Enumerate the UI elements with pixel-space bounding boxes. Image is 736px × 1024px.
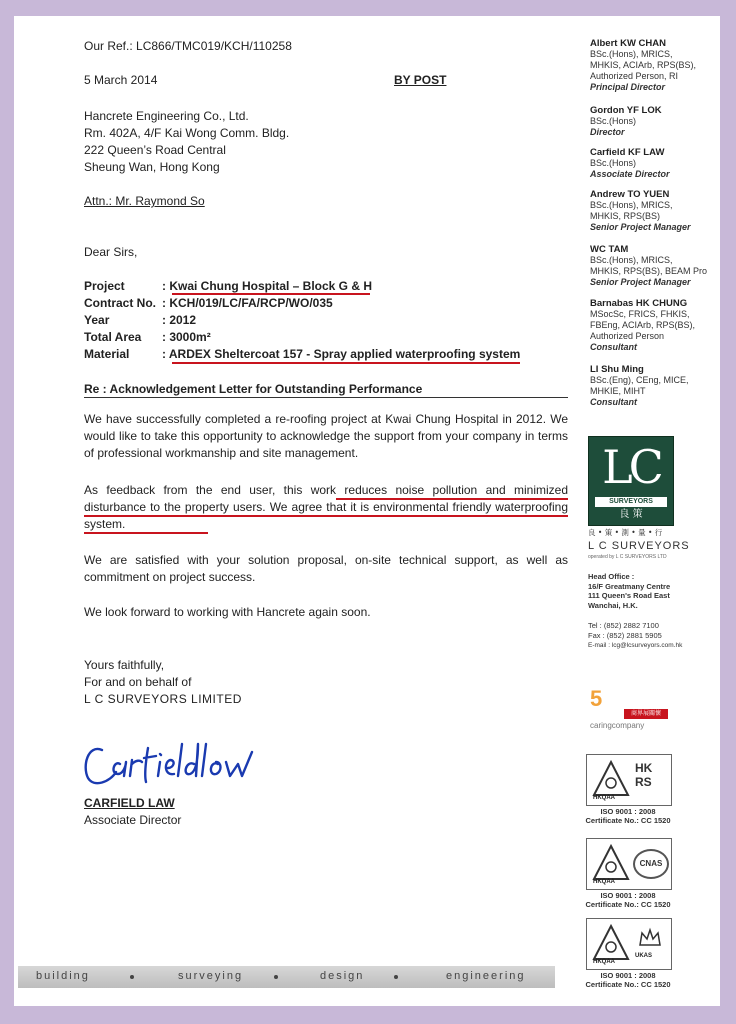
cert-badge-label: HKQAA [593,795,615,801]
closing-company: L C SURVEYORS LIMITED [84,692,242,706]
recipient-address-3: Sheung Wan, Hong Kong [84,160,220,174]
footer-item: surveying [178,970,244,982]
logo-band: SURVEYORS [595,497,667,507]
caring-big-number: 5 [590,686,603,711]
closing-line: Yours faithfully, [84,658,165,672]
highlight-underline [84,515,568,517]
logo-name: L C SURVEYORS [588,540,690,552]
iso-certificate-badge [586,918,672,970]
staff-albert-chan: Albert KW CHAN BSc.(Hons), MRICS, MHKIS, ACIArb, RPS(BS), Authorized Person, RI Principal Director [590,38,697,92]
detail-value-material: : ARDEX Sheltercoat 157 - Spray applied waterproofing system [162,347,521,361]
logo-sub: operated by L C SURVEYORS LTD [588,554,667,560]
reference-number: Our Ref.: LC866/TMC019/KCH/110258 [84,39,292,53]
body-paragraph-2: As feedback from the end user, this work reduces noise pollution and minimized disturbance to the property users. We agree that it is environmental friendly waterproofing system. [84,483,568,531]
cert-badge-label: HKQAA [593,959,615,965]
body-paragraph-4: We look forward to working with Hancrete again soon. [84,605,371,619]
caring-label: 商界展關懷 [624,709,668,719]
letter-page [14,16,720,1006]
caring-company-logo [588,686,672,735]
cnas-mark: CNAS [633,849,669,879]
ukas-mark: UKAS [635,953,653,959]
footer-item: engineering [446,970,526,982]
attention-line: Attn.: Mr. Raymond So [84,194,205,208]
staff-carfield-law: Carfield KF LAW BSc.(Hons) Associate Director [590,147,670,179]
highlight-underline [336,498,568,500]
staff-wc-tam: WC TAM BSc.(Hons), MRICS, MHKIS, RPS(BS), BEAM Pro Senior Project Manager [590,244,708,287]
staff-barnabas-chung: Barnabas HK CHUNG MSocSc, FRICS, FHKIS, FBEng, ACIArb, RPS(BS), Authorized Person Consultant [590,298,696,352]
highlight-underline [172,362,520,364]
detail-value-area: : 3000m² [162,330,211,344]
salutation: Dear Sirs, [84,245,138,259]
cert-text: ISO 9001 : 2008 Certificate No.: CC 1520 [585,971,671,989]
logo-chinese: 良 策 [619,509,643,520]
detail-value-project: : Kwai Chung Hospital – Block G & H [162,279,373,293]
staff-andrew-yuen: Andrew TO YUEN BSc.(Hons), MRICS, MHKIS, RPS(BS) Senior Project Manager [590,189,691,232]
logo-chinese-full: 良 • 策 • 測 • 量 • 行 [588,528,663,537]
hkqaa-icon [591,923,631,963]
detail-label-contract: Contract No. [84,296,156,310]
detail-value-year: : 2012 [162,313,197,327]
company-logo [588,436,674,526]
footer-item: design [320,970,365,982]
highlight-underline [84,532,208,534]
recipient-address-2: 222 Queen’s Road Central [84,143,226,157]
detail-label-year: Year [84,313,110,327]
cert-badge-label: HKQAA [593,879,615,885]
cert-text: ISO 9001 : 2008 Certificate No.: CC 1520 [585,891,671,909]
footer-separator [394,975,398,979]
detail-label-area: Total Area [84,330,142,344]
signer-title: Associate Director [84,813,182,827]
body-paragraph-1: We have successfully completed a re-roofing project at Kwai Chung Hospital in 2012. We would like to take this opportunity to acknowledge the support from your company in terms of professional workmanship and site management. [84,412,568,460]
subject-rule [84,397,568,398]
detail-value-contract: : KCH/019/LC/FA/RCP/WO/035 [162,296,333,310]
footer-separator [274,975,278,979]
footer-item: building [36,970,90,982]
body-paragraph-3: We are satisfied with your solution proposal, on-site technical support, as well as commitment on project success. [84,553,568,584]
detail-label-material: Material [84,347,130,361]
signer-name: CARFIELD LAW [84,796,175,810]
contact-details: Tel : (852) 2882 7100 Fax : (852) 2881 5905 E-mail : lcg@lcsurveyors.com.hk [588,621,683,649]
hkrs-mark: HK RS [635,761,653,789]
detail-label-project: Project [84,279,125,293]
staff-gordon-lok: Gordon YF LOK BSc.(Hons) Director [590,105,662,137]
staff-li-shu-ming: LI Shu Ming BSc.(Eng), CEng, MICE, MHKIE, MIHT Consultant [590,364,689,407]
hkqaa-icon [591,843,631,883]
footer-separator [130,975,134,979]
subject-line: Re : Acknowledgement Letter for Outstanding Performance [84,382,423,396]
recipient-company: Hancrete Engineering Co., Ltd. [84,109,249,123]
iso-certificate-badge [586,838,672,890]
recipient-address-1: Rm. 402A, 4/F Kai Wong Comm. Bldg. [84,126,290,140]
hkqaa-icon [591,759,631,799]
caring-word: caringcompany [590,721,645,730]
closing-line: For and on behalf of [84,675,192,689]
delivery-method: BY POST [394,73,447,87]
letter-date: 5 March 2014 [84,73,158,87]
head-office-address: Head Office : 16/F Greatmany Centre 111 Queen's Road East Wanchai, H.K. [588,572,671,610]
footer-bar [18,966,555,988]
crown-icon [637,925,663,951]
handwritten-signature [80,734,280,794]
logo-mark: LC [602,440,660,494]
iso-certificate-badge [586,754,672,806]
cert-text: ISO 9001 : 2008 Certificate No.: CC 1520 [585,807,671,825]
